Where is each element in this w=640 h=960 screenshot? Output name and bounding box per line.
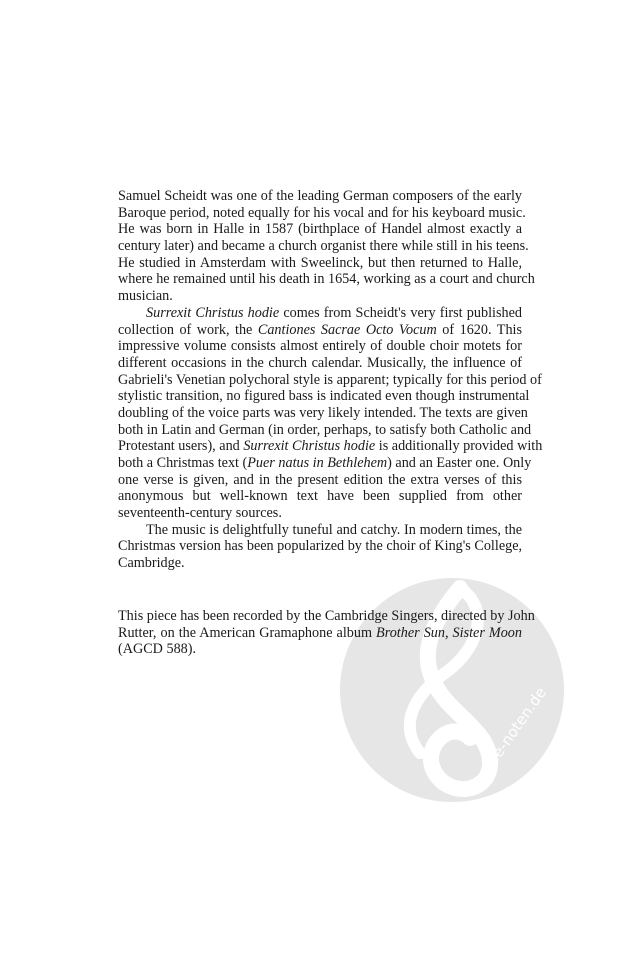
text-span: both in Latin and German (in order, perhaps, to satisfy both Catholic and	[118, 421, 532, 438]
text-line	[118, 455, 532, 472]
text-line	[118, 204, 526, 222]
text-span: (AGCD 588).	[118, 641, 197, 658]
paragraph	[118, 304, 543, 522]
paragraph	[118, 188, 535, 305]
text-span: Baroque period, noted equally for his vocal and for his keyboard music.	[118, 204, 526, 221]
text-line	[118, 188, 522, 205]
text-line	[118, 271, 535, 288]
text-line	[118, 538, 522, 555]
text-span: Cambridge.	[118, 555, 185, 572]
watermark-text: alle-noten.de	[478, 683, 551, 776]
text-span: Rutter, on the American Gramaphone album	[118, 624, 377, 641]
text-line	[118, 522, 522, 539]
text-span: stylistic transition, no figured bass is indicated even though instrumental	[118, 388, 530, 405]
text-span: impressive volume consists almost entirely of double choir motets for	[118, 338, 522, 355]
paragraph	[118, 522, 522, 572]
text-line	[118, 641, 522, 658]
text-line	[118, 255, 522, 272]
text-line	[118, 371, 542, 389]
text-span: where he remained until his death in 1654, working as a court and church	[118, 271, 535, 288]
text-span: This piece has been recorded by the Cambridge Singers, directed by John	[118, 608, 535, 624]
text-line	[118, 488, 522, 505]
text-span: one verse is given, and in the present edition the extra verses of this	[118, 471, 522, 488]
text-span: comes from Scheidt's very first published	[279, 304, 522, 321]
text-line	[118, 505, 522, 522]
text-span: He studied in Amsterdam with Sweelinck, but then returned to Halle,	[118, 254, 522, 271]
text-line	[118, 608, 535, 625]
text-line	[118, 221, 522, 238]
text-line	[118, 238, 529, 255]
text-line	[118, 338, 522, 355]
text-span: Christmas version has been popularized by the choir of King's College,	[118, 538, 523, 555]
italic-title: Surrexit Christus hodie	[146, 304, 280, 321]
text-line	[118, 288, 522, 305]
italic-title: Cantiones Sacrae Octo Vocum	[257, 321, 437, 338]
text-span: He was born in Halle in 1587 (birthplace of Handel almost exactly a	[118, 221, 522, 238]
text-line	[118, 421, 532, 439]
recording-note	[118, 608, 535, 658]
text-span: both a Christmas text (	[118, 455, 248, 471]
text-line	[118, 305, 522, 322]
text-line	[118, 322, 522, 339]
text-line	[118, 438, 543, 455]
text-span: of 1620. This	[436, 321, 522, 338]
italic-title: Surrexit Christus hodie	[243, 438, 376, 455]
text-span: doubling of the voice parts was very likely intended. The texts are given	[118, 404, 528, 421]
text-line	[118, 388, 530, 405]
text-span: century later) and became a church organist there while still in his teens.	[118, 238, 529, 255]
text-line	[118, 555, 522, 572]
text-span: Protestant users), and	[118, 438, 244, 455]
text-span: Samuel Scheidt was one of the leading German composers of the early	[118, 188, 522, 204]
text-span: anonymous but well-known text have been supplied from other	[118, 488, 522, 505]
text-span: is additionally provided with	[375, 438, 543, 455]
body-text	[118, 188, 543, 572]
text-span: seventeenth-century sources.	[118, 505, 282, 522]
text-line	[118, 355, 522, 372]
italic-title: Brother Sun, Sister Moon	[376, 624, 522, 641]
text-line	[118, 625, 522, 642]
text-line	[118, 472, 522, 489]
text-span: musician.	[118, 288, 173, 305]
text-span: different occasions in the church calendar. Musically, the influence of	[118, 354, 522, 371]
italic-title: Puer natus in Bethlehem	[247, 455, 388, 471]
text-line	[118, 404, 528, 422]
text-span: The music is delightfully tuneful and catchy. In modern times, the	[146, 521, 522, 538]
text-span: collection of work, the	[118, 321, 258, 338]
text-span: Gabrieli's Venetian polychoral style is apparent; typically for this period of	[118, 371, 542, 388]
text-span: ) and an Easter one. Only	[387, 455, 532, 471]
